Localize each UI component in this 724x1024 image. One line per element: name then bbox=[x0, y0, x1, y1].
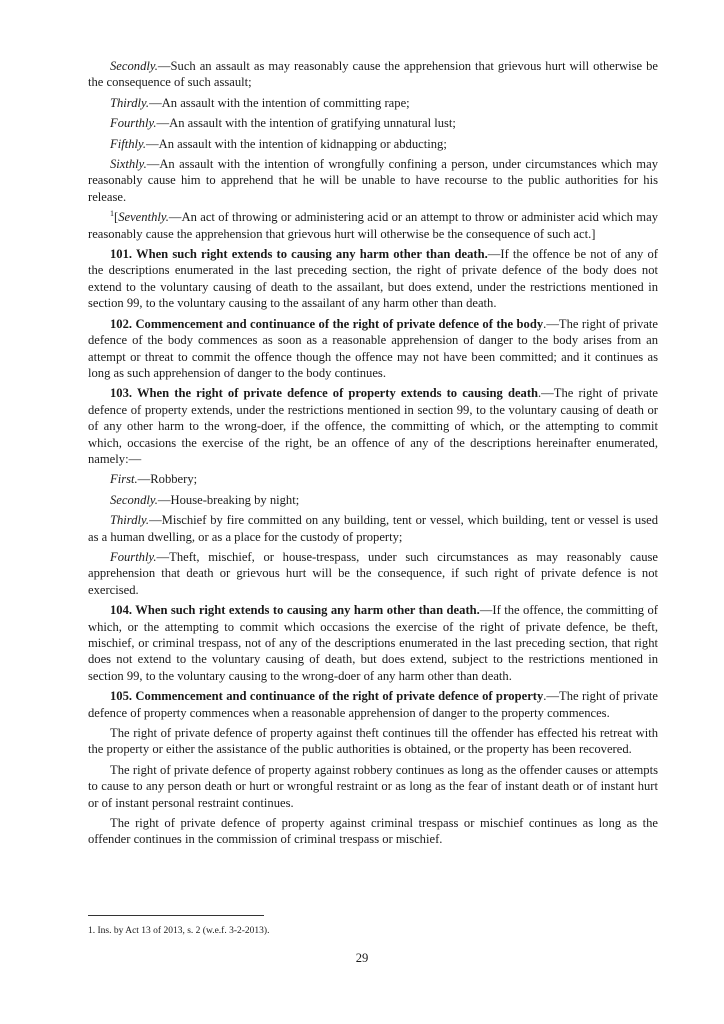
clause-text: —An assault with the intention of kidnapping or abducting; bbox=[146, 136, 447, 151]
section-text: .—The right of private defence of property extends, under the restrictions mentioned in section 99, to the voluntary causing of death or of any other harm to the wrong-doer, if the offence, the committing of which, or the attempting to commit which, occasions the exercise of the right, be an offence of any of the descriptions hereinafter enumerated, namely:— bbox=[88, 386, 658, 466]
clause-seventhly bbox=[88, 209, 658, 242]
section-heading: 105. Commencement and continuance of the right of private defence of property bbox=[110, 689, 544, 704]
clause-lead: Fourthly. bbox=[110, 116, 157, 131]
clause-sixthly bbox=[88, 156, 658, 205]
clause-text: —An act of throwing or administering acid or an attempt to throw or administer acid which may reasonably cause the apprehension that grievous hurt will otherwise be the consequence of such act.] bbox=[88, 210, 658, 241]
clause-lead: Secondly. bbox=[110, 59, 158, 73]
clause-lead: First. bbox=[110, 472, 138, 487]
section-text: .—The right of private defence of the body commences as soon as a reasonable apprehension of danger to the body arises from an attempt or threat to commit the offence though the offence may not have been committed; and it continues as long as such apprehension of danger to the body continues. bbox=[88, 316, 658, 380]
document-body bbox=[88, 58, 658, 852]
clause-text: —Such an assault as may reasonably cause the apprehension that grievous hurt will otherwise be the consequence of such assault; bbox=[88, 59, 658, 90]
clause-thirdly bbox=[88, 95, 658, 111]
section-105 bbox=[88, 688, 658, 721]
footnote-marker: 1 bbox=[110, 209, 114, 219]
clause-lead: Secondly. bbox=[110, 492, 158, 507]
paragraph-theft: The right of private defence of property against theft continues till the offender has effected his retreat with the property or either the assistance of the public authorities is obtained, or the property has been recovered. bbox=[88, 726, 658, 757]
clause-secondly-property bbox=[88, 492, 658, 508]
section-text: —If the offence be not of any of the descriptions enumerated in the last preceding section, the right of private defence of the body does not extend to the voluntary causing of death to the assailant, but does extend, under the restrictions mentioned in section 99, to the voluntary causing to the assailant of any harm other than death. bbox=[88, 247, 659, 311]
section-text: .—The right of private defence of property commences when a reasonable apprehension of danger to the property commences. bbox=[88, 689, 658, 720]
clause-lead: Thirdly. bbox=[110, 513, 150, 528]
section-heading: 104. When such right extends to causing any harm other than death. bbox=[110, 603, 480, 618]
clause-text: —An assault with the intention of committing rape; bbox=[149, 95, 410, 110]
section-text: —If the offence, the committing of which, or the attempting to commit which occasions the exercise of the right of private defence, be theft, mischief, or criminal trespass, not of any of the descriptions enumerated in the last preceding section, that right does not extend to the voluntary causing of death, but does extend, subject to the restrictions mentioned in section 99, to the voluntary causing to the wrong-doer of any harm other than death. bbox=[88, 603, 658, 683]
clause-text: —Mischief by fire committed on any building, tent or vessel, which building, tent or vessel is used as a human dwelling, or as a place for the custody of property; bbox=[88, 513, 658, 544]
clause-fourthly-property bbox=[88, 549, 658, 598]
section-101 bbox=[88, 246, 658, 312]
footnote-divider bbox=[88, 915, 264, 916]
clause-fifthly bbox=[88, 136, 658, 152]
section-heading: 102. Commencement and continuance of the right of private defence of the body bbox=[110, 316, 544, 331]
clause-lead: Fourthly. bbox=[110, 549, 157, 564]
clause-thirdly-property bbox=[88, 512, 658, 545]
clause-text: —Theft, mischief, or house-trespass, under such circumstances as may reasonably cause apprehension that death or grievous hurt will be the consequence, if such right of private defence is not exercised. bbox=[88, 549, 658, 597]
paragraph-robbery: The right of private defence of property against robbery continues as long as the offender causes or attempts to cause to any person death or hurt or wrongful restraint or as long as the fear of instant death or of instant hurt or of instant personal restraint continues. bbox=[88, 762, 658, 810]
clause-lead: Sixthly. bbox=[110, 157, 147, 172]
clause-text: —House-breaking by night; bbox=[157, 492, 300, 507]
paragraph-trespass: The right of private defence of property against criminal trespass or mischief continues as long as the offender continues in the commission of criminal trespass or mischief. bbox=[88, 816, 658, 847]
footnote: 1. Ins. by Act 13 of 2013, s. 2 (w.e.f. 3-2-2013). bbox=[88, 926, 270, 936]
clause-text: —An assault with the intention of wrongfully confining a person, under circumstances which may reasonably cause him to apprehend that he will be unable to have recourse to the public authorities for his release. bbox=[88, 157, 658, 204]
clause-text: —Robbery; bbox=[137, 472, 198, 487]
section-heading: 103. When the right of private defence of property extends to causing death bbox=[110, 386, 539, 401]
section-heading: 101. When such right extends to causing any harm other than death. bbox=[110, 247, 488, 262]
clause-lead: Fifthly. bbox=[110, 136, 147, 151]
clause-first bbox=[88, 471, 658, 487]
clause-secondly bbox=[88, 58, 658, 91]
clause-fourthly bbox=[88, 115, 658, 131]
clause-lead: Thirdly. bbox=[110, 95, 150, 110]
section-104 bbox=[88, 602, 658, 684]
section-102 bbox=[88, 316, 658, 382]
clause-lead: Seventhly. bbox=[118, 210, 169, 225]
insertion-bracket: [ bbox=[114, 210, 119, 225]
section-103 bbox=[88, 385, 658, 467]
clause-text: —An assault with the intention of gratifying unnatural lust; bbox=[156, 116, 456, 131]
page-number: 29 bbox=[355, 951, 369, 965]
